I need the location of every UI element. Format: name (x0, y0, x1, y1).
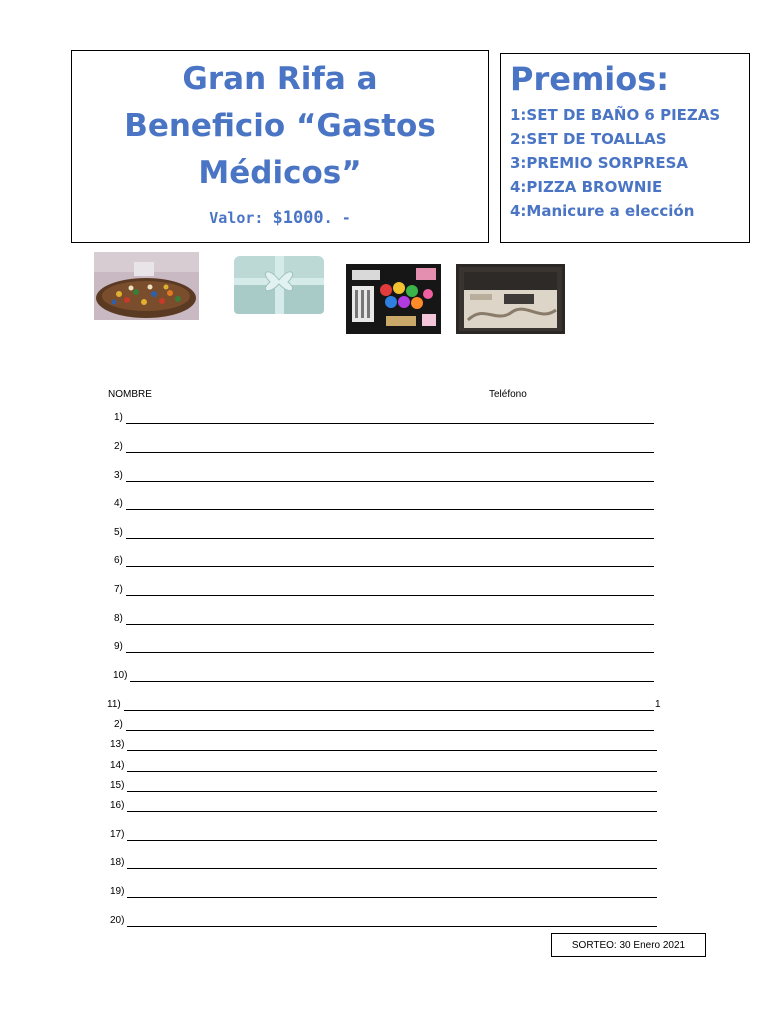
prizes-box (500, 53, 750, 243)
list-item (114, 719, 123, 731)
entry-blank-line[interactable] (126, 555, 654, 567)
bath-set-photo (456, 264, 565, 334)
list-item (110, 780, 124, 792)
entry-tail: 1 (655, 699, 661, 710)
phone-column-header: Teléfono (489, 389, 527, 400)
entry-blank-line[interactable] (127, 760, 657, 772)
list-item (110, 800, 124, 812)
entry-number: 11) (107, 699, 121, 710)
list-item (114, 527, 123, 539)
list-item (114, 412, 123, 424)
entry-number: 20) (110, 915, 125, 926)
list-item (114, 613, 123, 625)
entry-number: 1) (114, 412, 123, 423)
entry-blank-line[interactable] (127, 829, 657, 841)
entry-blank-line[interactable] (127, 886, 657, 898)
prize-item-3: 3:PREMIO SORPRESA (510, 154, 689, 172)
entry-number: 8) (114, 613, 123, 624)
entry-number: 18) (110, 857, 125, 868)
entry-blank-line[interactable] (126, 641, 654, 653)
entry-blank-line[interactable] (126, 584, 654, 596)
list-item (114, 584, 123, 596)
list-item (110, 829, 124, 841)
prizes-heading: Premios: (510, 60, 670, 98)
list-item (113, 670, 127, 682)
price-label: Valor: (209, 209, 273, 227)
entry-blank-line[interactable] (126, 527, 654, 539)
prize-item-2: 2:SET DE TOALLAS (510, 130, 667, 148)
entry-blank-line[interactable] (127, 780, 657, 792)
nail-kit-photo (346, 264, 441, 334)
list-item (114, 441, 123, 453)
list-item (114, 641, 123, 653)
entry-blank-line[interactable] (126, 498, 654, 510)
entry-blank-line[interactable] (127, 739, 657, 751)
entry-number: 16) (110, 800, 125, 811)
draw-date: SORTEO: 30 Enero 2021 (571, 939, 686, 951)
entry-blank-line[interactable] (126, 613, 654, 625)
entry-number: 13) (110, 739, 125, 750)
entry-blank-line[interactable] (127, 915, 657, 927)
title-line-1: Gran Rifa a (182, 61, 378, 97)
list-item (114, 470, 123, 482)
entry-number: 19) (110, 886, 125, 897)
entry-number: 5) (114, 527, 123, 538)
chocolates-photo (94, 252, 199, 320)
entry-blank-line[interactable] (126, 441, 654, 453)
entry-number: 9) (114, 641, 123, 652)
entry-number: 10) (113, 670, 128, 681)
prize-item-4: 4:PIZZA BROWNIE (510, 178, 663, 196)
entry-blank-line[interactable] (127, 800, 657, 812)
entry-number: 6) (114, 555, 123, 566)
ticket-price (72, 208, 488, 228)
prize-item-1: 1:SET DE BAÑO 6 PIEZAS (510, 106, 721, 124)
list-item (110, 886, 124, 898)
price-suffix: . - (323, 209, 351, 227)
draw-date-box (551, 933, 706, 957)
list-item (110, 760, 124, 772)
entry-number: 14) (110, 760, 125, 771)
list-item (110, 857, 124, 869)
list-item (107, 699, 661, 711)
entry-blank-line[interactable] (126, 412, 654, 424)
entry-blank-line[interactable] (127, 857, 657, 869)
entry-blank-line[interactable] (126, 719, 654, 731)
entry-blank-line[interactable] (130, 670, 654, 682)
entry-blank-line[interactable] (126, 470, 654, 482)
list-item (114, 555, 123, 567)
entry-number: 4) (114, 498, 123, 509)
entry-number: 7) (114, 584, 123, 595)
entry-number: 3) (114, 470, 123, 481)
entry-blank-line[interactable] (124, 699, 654, 711)
title-line-3: Médicos” (198, 155, 362, 191)
entry-number: 15) (110, 780, 125, 791)
entry-number: 17) (110, 829, 125, 840)
entry-number: 2) (114, 719, 123, 730)
prize-item-5: 4:Manicure a elección (510, 202, 695, 220)
list-item (110, 915, 124, 927)
entry-number: 2) (114, 441, 123, 452)
list-item (114, 498, 123, 510)
price-amount: $1000 (272, 208, 324, 228)
title-line-2: Beneficio “Gastos (124, 108, 436, 144)
raffle-title-box (71, 50, 489, 243)
towels-photo (230, 248, 328, 318)
name-column-header: NOMBRE (108, 389, 152, 400)
list-item (110, 739, 124, 751)
